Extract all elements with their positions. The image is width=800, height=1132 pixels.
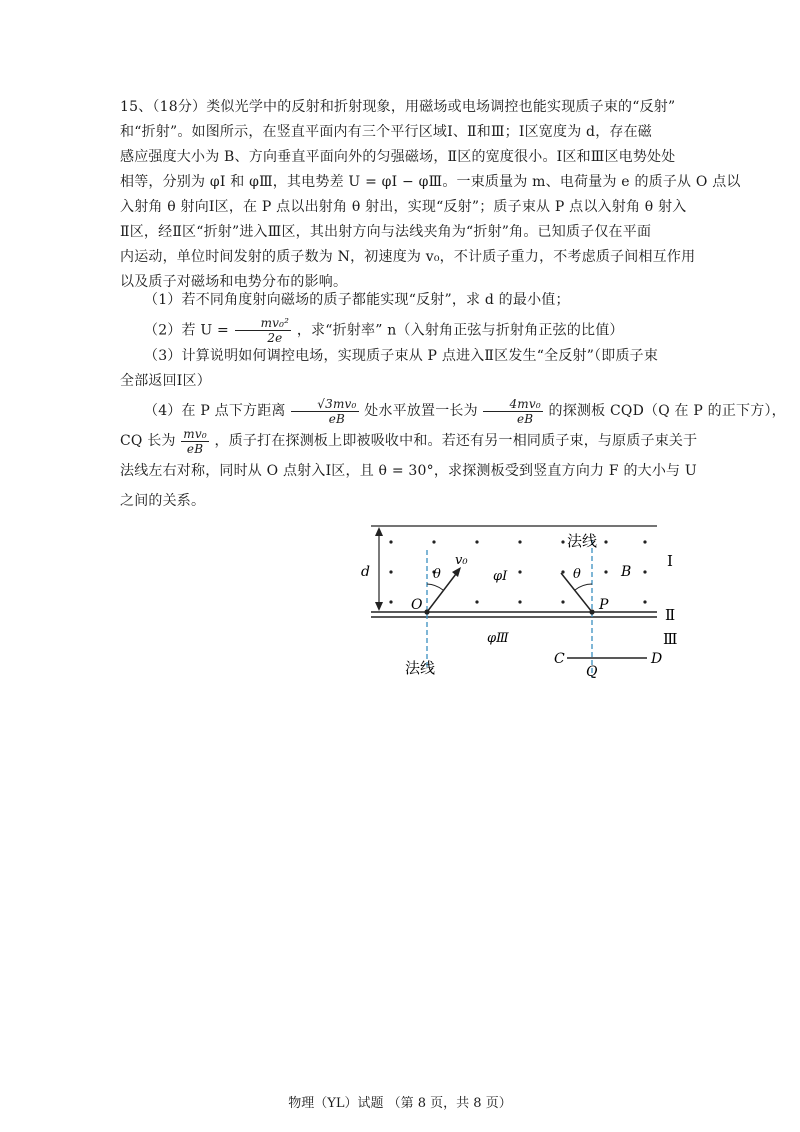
q4-text-e: ，质子打在探测板上即被吸收中和。若还有另一相同质子束，与原质子束关于 — [214, 433, 698, 449]
question-3 — [120, 344, 690, 394]
q4-text-b: 处水平放置一长为 — [364, 403, 478, 419]
q4-fraction-distance — [291, 397, 358, 426]
q4-fraction-length-numerator: 4mv₀ — [483, 397, 542, 412]
q2-prefix: （2）若 U = — [144, 322, 229, 339]
q2-fraction — [235, 316, 292, 345]
problem-line: 相等，分别为 φⅠ 和 φⅢ，其电势差 U = φⅠ − φⅢ。一束质量为 m、电荷量为 e 的质子从 O 点以 — [120, 174, 741, 190]
normal-label-top: 法线 — [567, 532, 598, 550]
q4-fraction-length — [483, 397, 542, 426]
d-arrow-top — [375, 527, 383, 536]
incident-beam-arrowhead — [452, 567, 461, 577]
phi1-label: φⅠ — [493, 569, 508, 584]
q4-text-c: 的探测板 CQD（Q 在 P 的正下方）， — [548, 403, 786, 419]
theta-arc-right — [575, 584, 592, 590]
phi3-label: φⅢ — [487, 631, 509, 646]
problem-line: 15、（18分）类似光学中的反射和折射现象，用磁场或电场调控也能实现质子束的“反射” — [120, 99, 676, 115]
problem-line: 入射角 θ 射向Ⅰ区，在 P 点以出射角 θ 射出，实现“反射”；质子束从 P 点以入射角 θ 射入 — [120, 199, 687, 215]
page-footer: 物理（YL）试题 （第 8 页，共 8 页） — [288, 1096, 512, 1111]
problem-line: 感应强度大小为 B、方向垂直平面向外的匀强磁场，Ⅱ区的宽度很小。Ⅰ区和Ⅲ区电势处处 — [120, 149, 676, 165]
q4-fraction-length-denominator: eB — [517, 411, 534, 426]
D-label: D — [651, 651, 663, 667]
d-label: d — [361, 564, 370, 580]
q4-fraction-cq — [181, 427, 209, 456]
q2-suffix: ，求“折射率” n（入射角正弦与折射角正弦的比值） — [296, 322, 624, 339]
q4-line-2 — [120, 426, 698, 456]
q4-line-1 — [120, 396, 786, 426]
B-label: B — [621, 564, 632, 580]
problem-statement — [120, 95, 741, 295]
q4-fraction-cq-numerator: mv₀ — [183, 426, 207, 441]
d-arrow-bottom — [375, 602, 383, 611]
q4-fraction-cq-denominator: eB — [186, 441, 204, 456]
region-3-label: Ⅲ — [663, 630, 678, 648]
magnetic-field-dots — [389, 540, 646, 603]
question-1: （1）若不同角度射向磁场的质子都能实现“反射”，求 d 的最小值； — [144, 292, 570, 308]
problem-line: 内运动，单位时间发射的质子数为 N，初速度为 v₀，不计质子重力，不考虑质子间相互作用 — [120, 249, 696, 265]
problem-line: 以及质子对磁场和电势分布的影响。 — [120, 274, 348, 290]
point-O — [424, 609, 429, 614]
problem-line: 和“折射”。如图所示，在竖直平面内有三个平行区域Ⅰ、Ⅱ和Ⅲ；Ⅰ区宽度为 d，存在磁 — [120, 124, 653, 140]
q3-line-1: （3）计算说明如何调控电场，实现质子束从 P 点进入Ⅱ区发生“全反射”（即质子束 — [144, 348, 659, 364]
q2-fraction-numerator: mv₀² — [235, 316, 292, 331]
region-1-label: Ⅰ — [667, 552, 673, 570]
v0-label: v₀ — [455, 553, 468, 568]
q2-fraction-denominator: 2e — [267, 331, 283, 345]
point-P — [589, 609, 594, 614]
q4-line-4: 之间的关系。 — [120, 493, 206, 509]
q4-text-d: CQ 长为 — [120, 433, 176, 449]
q3-line-2: 全部返回Ⅰ区） — [120, 373, 211, 389]
q4-fraction-distance-numerator: √3mv₀ — [291, 397, 358, 412]
q4-text-a: （4）在 P 点下方距离 — [144, 403, 286, 419]
theta-right-label: θ — [573, 567, 581, 582]
q4-fraction-distance-denominator: eB — [328, 411, 346, 426]
P-label: P — [599, 597, 609, 613]
physics-figure — [355, 518, 695, 688]
theta-arc-left — [427, 584, 443, 590]
question-4 — [120, 396, 786, 516]
problem-line: Ⅱ区，经Ⅱ区“折射”进入Ⅲ区，其出射方向与法线夹角为“折射”角。已知质子仅在平面 — [120, 224, 652, 240]
incident-beam — [427, 570, 459, 612]
theta-left-label: θ — [433, 567, 441, 582]
C-label: C — [554, 651, 565, 667]
normal-label-bottom: 法线 — [405, 659, 436, 677]
question-2 — [120, 316, 690, 345]
q4-line-3: 法线左右对称，同时从 O 点射入Ⅰ区，且 θ = 30°，求探测板受到竖直方向力 F 的大小与 U — [120, 463, 697, 479]
O-label: O — [411, 597, 423, 613]
region-2-label: Ⅱ — [665, 606, 676, 624]
Q-label: Q — [586, 664, 598, 680]
